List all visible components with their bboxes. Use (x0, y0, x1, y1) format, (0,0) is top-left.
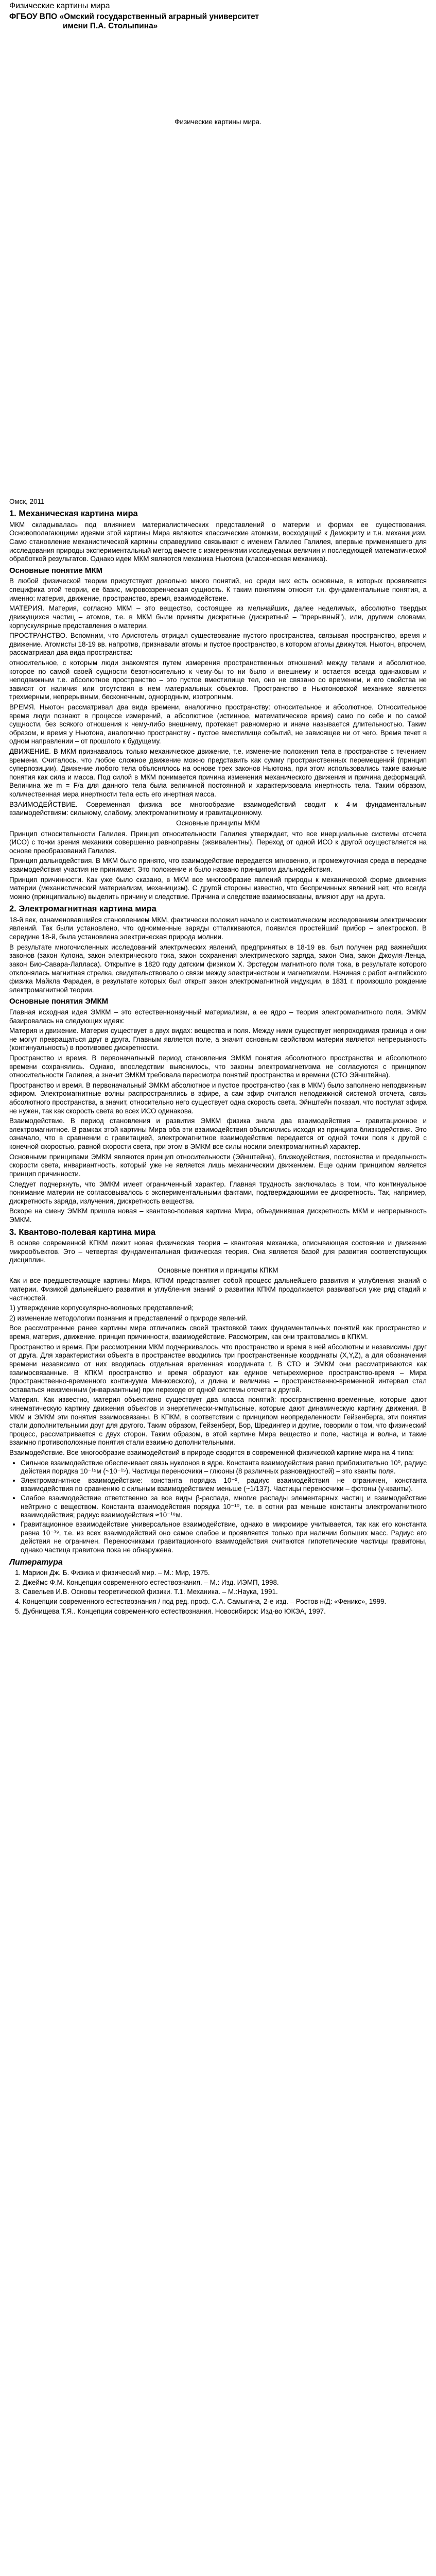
bullet-list (9, 1459, 427, 1555)
paragraph: МАТЕРИЯ. Материя, согласно МКМ – это вещество, состоящее из мельчайших, далее неделимых, абсолютно твердых движущихся частиц – атомов, т.е. в МКМ были приняты дискретные (дискретный – "прерывный"), или, другими словами, корпускулярные представления о материи. (9, 604, 427, 630)
paragraph: Принцип причинности. Как уже было сказано, в МКМ все многообразие явлений природы к механической форме движения материи (механистический материализм, механицизм). С другой стороны известно, что беспричинных явлений нет, что всегда можно (принципиально) выделить причину и следствие. Причина и следствие взаимосвязаны, влияют друг на друга. (9, 875, 427, 901)
paragraph: Взаимодействие. В период становления и развития ЭМКМ физика знала два взаимодействия – гравитационное и электромагнитное. В рамках этой картины Мира оба эти взаимодействия объяснялись исходя из принципа близкодействия. Это означало, что в сравнении с гравитацией, электромагнитное взаимодействие передается от одной точки поля к другой с конечной скоростью, равной скорости света, при этом в ЭМКМ все силы носили электромагнитный характер. (9, 1117, 427, 1151)
organization-line-2: имени П.А. Столыпина» (63, 22, 158, 31)
organization-name (9, 12, 427, 31)
paragraph: Принцип относительности Галилея. Принцип относительности Галилея утверждает, что все инерциальные системы отсчета (ИСО) с точки зрения механики совершенно равноправны (эквивалентны). Переход от одной ИСО к другой осуществляется на основе преобразований Галилея. (9, 829, 427, 855)
cover-title: Физические картины мира. (175, 118, 261, 126)
paragraph: ДВИЖЕНИЕ. В МКМ признавалось только механическое движение, т.е. изменение положения тела в пространстве с течением времени. Считалось, что любое сложное движение можно представить как сумму пространственных перемещений (принцип суперпозиции). Движение любого тела объяснялось на основе трех законов Ньютона, при этом использовались такие важные понятия как сила и масса. Под силой в МКМ понимается причина изменения механического движения и причина деформаций. Величина же m = F/a для данного тела была величиной постоянной и характеризовала инертность тела. Таким образом, количественная мера инертности тела есть его инертная масса. (9, 748, 427, 799)
paragraph: В основе современной КПКМ лежит новая физическая теория – квантовая механика, описывающая состояние и движение микрообъектов. Это – четвертая фундаментальная физическая теория. Она является базой для развития соответствующих дисциплин. (9, 1239, 427, 1264)
paragraph: Как и все предшествующие картины Мира, КПКМ представляет собой процесс дальнейшего развития и углубления знаний о материи. Физикой дальнейшего развития и углубления знаний о развитии КПКМ продолжается развиваться уже ряд стадий и частностей. (9, 1277, 427, 1302)
paragraph: 2) изменение методологии познания и представлений о природе явлений. (9, 1314, 248, 1322)
reference-item: 4. Концепции современного естествознания / под ред. проф. С.А. Самыгина, 2-е изд. – Ростов н/Д: «Феникс», 1999. (23, 1598, 427, 1606)
paragraph: В любой физической теории присутствует довольно много понятий, но среди них есть основные, в которых проявляется специфика этой теории, ее базис, мировоззренческая сущность. К таким понятиям относят т.н. фундаментальные понятия, а именно: материя, движение, пространство, время, взаимодействие. (9, 577, 427, 602)
paragraph: ВЗАИМОДЕЙСТВИЕ. Современная физика все многообразие взаимодействий сводит к 4-м фундаментальным взаимодействиям: сильному, слабому, электромагнитному и гравитационному. (9, 800, 427, 817)
paragraph: Материя. Как известно, материя объективно существует два класса понятий: пространственно-временные, которые дают кинематическую картину движения объектов и энергетически-импульсные, которые дают динамическую картину движения. В МКМ и ЭМКМ эти понятия взаимосвязаны. В КПКМ, в соответствии с принципом неопределенности Гейзенберга, эти понятия стали дополнительными друг для другого. Таким образом, Гейзенберг, Бор, Шредингер и другие, говорили о том, что физический процесс, рассматривается с двух сторон. Таким образом, в этой картине Мира вещество и поле, частица и волна, и такие взаимно противоположные понятия стали взаимно дополнительными. (9, 1396, 427, 1447)
reference-item: 1. Марион Дж. Б. Физика и физический мир. – М.: Мир, 1975. (23, 1569, 427, 1578)
references-section (9, 1557, 427, 1616)
paragraph: Материя и движение. Материя существует в двух видах: вещества и поля. Между ними существует непроходимая граница и они не могут превращаться друг в друга. Главным является поле, а значит основным свойством материи является непрерывность (континуальность) в противовес дискретности. (9, 1027, 427, 1052)
organization-line-1: ФГБОУ ВПО «Омский государственный аграрный университет (9, 12, 259, 21)
paragraph: МКМ складывалась под влиянием материалистических представлений о материи и формах ее существования. Основополагающими идеями этой картины Мира являются классические атомизм, восходящий к Демокриту и т.н. механицизм. Само становление механистической картины справедливо связывают с именем Галилео Галилея, впервые применившего для исследования природы экспериментальный метод вместе с измерениями исследуемых величин и последующей математической обработкой результатов. Однако идеи МКМ являются механика Ньютона (классическая механика). (9, 520, 427, 563)
section-heading: 2. Электромагнитная картина мира (9, 904, 156, 914)
paragraph: ПРОСТРАНСТВО. Вспомним, что Аристотель отрицал существование пустого пространства, связывая пространство, время и движение. Атомисты 18-19 вв. напротив, признавали атомы и пустое пространство, в котором атомы движутся. Ньютон, впрочем, рассматривал два вида пространства: (9, 632, 427, 657)
reference-item: 5. Дубнищева Т.Я.. Концепции современного естествознания. Новосибирск: Изд-во ЮКЭА, 1997. (23, 1607, 427, 1616)
list-item: • Электромагнитное взаимодействие: константа порядка 10⁻², радиус взаимодействия не ограничен, константа взаимодействия по сравнению с сильным взаимодействием меньше (~1/137). Частицы переносчики – фотоны (γ-кванты). (21, 1477, 427, 1494)
paragraph: Основными принципами ЭМКМ являются принцип относительности (Эйнштейна), близкодействия, постоянства и предельность скорости света, инвариантность, который уже не является лишь механическим движением. Еще одним принципом является принцип причинности. (9, 1153, 427, 1178)
paragraph: относительное, с которым люди знакомятся путем измерения пространственных отношений между телами и абсолютное, которое по самой своей сущности безотносительно к чему-бы то ни было и внешнему и остается всегда одинаковым и неподвижным т.е. абсолютное пространство – это пустое вместилище тел, оно не связано со временем, и его свойства не зависят от наличия или отсутствия в нем материальных объектов. Пространство в Ньютоновской механике является трехмерным, непрерывным, бесконечным, однородным, изотропным. (9, 658, 427, 701)
reference-item: 2. Джеймс Ф.М. Концепции современного естествознания. – М.: Изд. ИЭМП, 1998. (23, 1579, 427, 1587)
page-top-title: Физические картины мира (9, 2, 110, 10)
paragraph: Все рассмотренные ранее картины мира отличались своей трактовкой таких фундаментальных понятий как пространство и время, материя, движение, принцип причинности, взаимодействие. Рассмотрим, как они трактовались в КПКМ. (9, 1324, 427, 1341)
subsection-caption: Основные принципы МКМ (176, 819, 260, 827)
paragraph: Вскоре на смену ЭМКМ пришла новая – квантово-полевая картина Мира, объединившая дискретность МКМ и непрерывность ЭМКМ. (9, 1207, 427, 1224)
section-heading: Основные понятия ЭМКМ (9, 997, 109, 1006)
section-heading: 1. Механическая картина мира (9, 509, 138, 519)
section-heading: Основные понятие МКМ (9, 566, 103, 575)
paragraph: Принцип дальнодействия. В МКМ было принято, что взаимодействие передается мгновенно, и промежуточная среда в передаче взаимодействия участия не принимает. Это положение и было названо принципом дальнодействия. (9, 857, 427, 873)
document-page (0, 1, 436, 2576)
references-heading: Литература (9, 1558, 63, 1567)
paragraph: Взаимодействие. Все многообразие взаимодействий в природе сводится в современной физической картине мира на 4 типа: (9, 1449, 414, 1457)
paragraph: В результате многочисленных исследований электрических явлений, предпринятых в 18-19 вв. был получен ряд важнейших законов (закон Кулона, закон электрического тока, закон сохранения электрического заряда, закон Ома, закон Джоуля-Ленца, закон Био-Савара-Лапласа). Открытие в 1820 году датским физиком Х. Эрстедом магнитного поля тока, в результате которого отклонялась магнитная стрелка, свидетельствовало о связи между электричеством и магнетизмом. Начиная с работ английского физика Майкла Фарадея, в результате которых был открыт закон электромагнитной индукции, в 1831 г. произошло рождение электромагнитной теории. (9, 943, 427, 994)
list-item: • Сильное взаимодействие обеспечивает связь нуклонов в ядре. Константа взаимодействия равно приблизительно 10⁰, радиус действия порядка 10⁻¹⁵м (~10⁻¹⁵). Частицы переносчики – глюоны (8 различных разновидностей) – это кванты поля. (21, 1459, 427, 1476)
list-item: • Слабое взаимодействие ответственно за все виды β-распада, многие распады элементарных частиц и взаимодействие нейтрино с веществом. Константа взаимодействия порядка 10⁻¹⁰, т.е. в сотни раз меньше константы электромагнитного взаимодействия; радиус взаимодействия ≈10⁻¹⁸м. (21, 1494, 427, 1520)
paragraph: Пространство и время. При рассмотрении МКМ подчеркивалось, что пространство и время в ней абсолютны и независимы друг от друга. Для характеристики объекта в пространстве вводились три пространственные координаты (X,Y,Z), а для обозначения времени независимо от них вводилась отдельная временная координата t. В СТО и ЭМКМ они рассматриваются как взаимосвязанные. В КПКМ пространство и время образуют как единое четырехмерное пространство-время – Мира (пространственно-временного континуума Минковского), и длина и величина – пространственно-временной интервал стал оставаться неизменным (инвариантным) при переходе от одной системы отсчета к другой. (9, 1343, 427, 1394)
document-body (9, 509, 427, 1554)
subsection-caption: Основные понятия и принципы КПКМ (158, 1266, 278, 1274)
list-item: • Гравитационное взаимодействие универсальное взаимодействие, однако в микромире учитывается, так как его константа равна 10⁻³⁹, т.е. из всех взаимодействий оно самое слабое и проявляется только при наличии больших масс. Радиус его действия не ограничен. Переносчиками гравитационного взаимодействия считаются гипотетические частицы гравитоны, однако частица гравитона пока не обнаружена. (21, 1520, 427, 1554)
paragraph: 18-й век, ознаменовавшийся становлением МКМ, фактически положил начало и систематическим исследованиям электрических явлений. Так были установлено, что одноименные заряды отталкиваются, появился простейший прибор – электроскоп. В середине 18-й, была установлена электрическая природа молнии. (9, 916, 427, 941)
paragraph: Главная исходная идея ЭМКМ – это естественнонаучный материализм, а ее ядро – теория электромагнитного поля. ЭМКМ базировалась на следующих идеях: (9, 1008, 427, 1025)
paragraph: ВРЕМЯ. Ньютон рассматривал два вида времени, аналогично пространству: относительное и абсолютное. Относительное время люди познают в процессе измерений, а абсолютное (истинное, математическое время) само по себе и по самой сущности, без всякого отношения к чему-либо внешнему, протекает равномерно и иначе называется длительностью. Таким образом, и время у Ньютона, аналогично пространству - пустое вместилище событий, не зависящее ни от чего. Время течет в одном направлении – от прошлого к будущему. (9, 703, 427, 745)
paragraph: 1) утверждение корпускулярно-волновых представлений; (9, 1304, 194, 1312)
section-heading: 3. Квантово-полевая картина мира (9, 1227, 156, 1237)
paragraph: Пространство и время. В первоначальный ЭМКМ абсолютное и пустое пространство (как в МКМ) было заполнено неподвижным эфиром. Электромагнитные волны распространялись в эфире, а сам эфир считался неподвижной системой отсчета, связь абсолютного пространства, а значит, относительно него существует одна скорость света. Эйнштейн показал, что постулат эфира не нужен, так как скорость света во всех ИСО одинакова. (9, 1081, 427, 1115)
references-list (9, 1569, 427, 1616)
place-year: Омск, 2011 (9, 497, 45, 505)
paragraph: Пространство и время. В первоначальный период становления ЭМКМ понятия абсолютного пространства и абсолютного времени сохранялись. Однако, впоследствии выяснилось, что законы электромагнетизма не согласуются с принципом относительности Галилея, а значит ЭМКМ требовала пересмотра понятий пространства и времени (СТО Эйнштейна). (9, 1054, 427, 1079)
paragraph: Следует подчеркнуть, что ЭМКМ имеет ограниченный характер. Главная трудность заключалась в том, что континуальное понимание материи не согласовывалось с экспериментальными фактами, подтверждающими ее дискретность. Так, например, дискретность заряда, излучения, дискретность вещества. (9, 1180, 427, 1205)
reference-item: 3. Савельев И.В. Основы теоретической физики. Т.1. Механика. – М.:Наука, 1991. (23, 1588, 427, 1597)
